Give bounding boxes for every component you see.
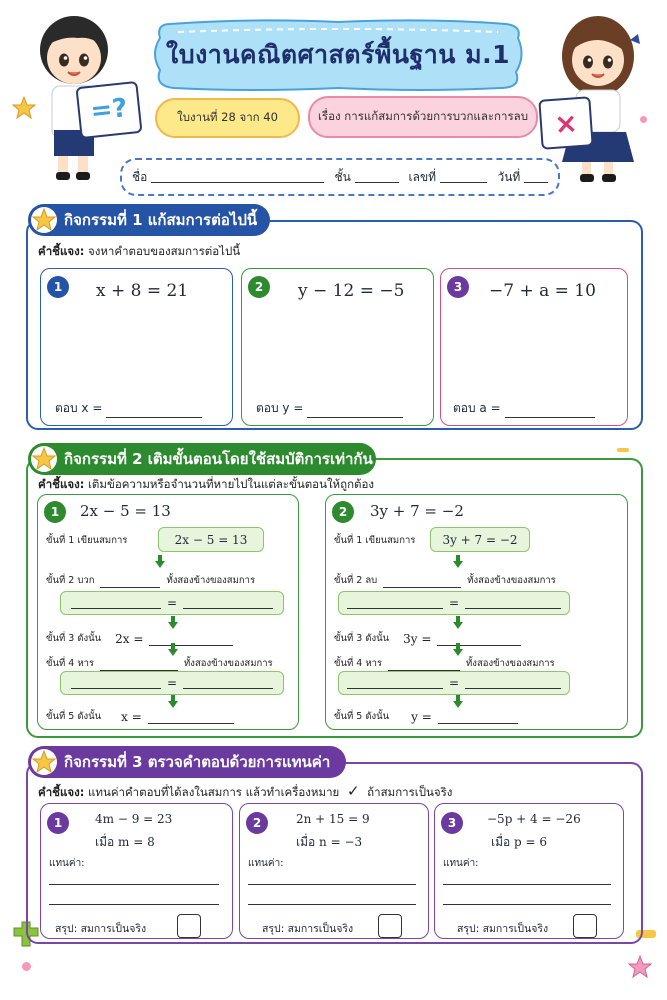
step-3: ขั้นที่ 3 ดังนั้น 3y = <box>334 631 521 646</box>
step-4-equation-box: = <box>60 671 284 695</box>
right-side-field[interactable] <box>465 597 561 609</box>
topic-badge: เรื่อง การแก้สมการด้วยการบวกและการลบ <box>308 96 538 138</box>
step-1-equation-box: 3y + 7 = −2 <box>430 527 530 552</box>
step-5-field[interactable] <box>148 712 234 724</box>
left-side-field[interactable] <box>347 677 443 689</box>
name-field[interactable] <box>151 171 324 183</box>
answer-field[interactable] <box>307 406 403 418</box>
step-2-field[interactable] <box>383 576 461 588</box>
true-checkbox[interactable] <box>177 914 201 938</box>
true-checkbox[interactable] <box>378 914 402 938</box>
conclusion-label: สรุป: สมการเป็นจริง <box>262 923 354 935</box>
step-2-equation-box: = <box>60 591 284 615</box>
instruction-tail: ถ้าสมการเป็นจริง <box>367 785 453 799</box>
arrow-down-icon <box>155 555 165 569</box>
arrow-down-icon <box>168 643 178 657</box>
step-1-equation-box: 2x − 5 = 13 <box>158 527 264 552</box>
step-5: ขั้นที่ 5 ดังนั้น x = <box>46 709 234 724</box>
answer-label: ตอบ a = <box>453 401 501 415</box>
step-1: ขั้นที่ 1 เขียนสมการ <box>334 535 416 546</box>
problem-number: 1 <box>47 812 69 834</box>
arrow-down-icon <box>453 616 463 630</box>
dot-decoration <box>22 962 31 971</box>
problem-number: 2 <box>332 501 354 523</box>
right-side-field[interactable] <box>183 677 273 689</box>
problem-number: 1 <box>44 501 66 523</box>
instruction-text: เติมข้อความหรือจำนวนที่หายไปในแต่ละขั้นตอนให้ถูกต้อง <box>87 477 375 491</box>
equation: 4m − 9 = 23 <box>95 812 173 826</box>
arrow-down-icon <box>453 555 463 569</box>
class-label: ชั้น <box>334 169 351 184</box>
title-banner <box>150 16 526 94</box>
star-decoration-icon <box>628 955 652 979</box>
arrow-down-icon <box>168 695 178 709</box>
step-4: ขั้นที่ 4 หาร ทั้งสองข้างของสมการ <box>334 658 555 669</box>
step-5: ขั้นที่ 5 ดังนั้น y = <box>334 709 518 724</box>
number-label: เลขที่ <box>408 169 437 184</box>
answer-field[interactable] <box>505 406 595 418</box>
student-info-box <box>120 158 560 196</box>
activity3-heading <box>28 746 346 778</box>
true-checkbox[interactable] <box>573 914 597 938</box>
substitution-label: แทนค่า: <box>443 858 479 869</box>
given-value: เมื่อ p = 6 <box>491 835 548 849</box>
instruction-label: คำชี้แจง: <box>38 477 85 491</box>
activity1-instruction <box>38 243 240 261</box>
equation: y − 12 = −5 <box>298 281 405 301</box>
right-side-field[interactable] <box>465 677 561 689</box>
instruction-label: คำชี้แจง: <box>38 785 85 799</box>
problem-number: 1 <box>47 276 69 298</box>
check-mark-icon: ✓ <box>346 782 360 800</box>
instruction-text: จงหาคำตอบของสมการต่อไปนี้ <box>87 244 241 258</box>
activity2-title: กิจกรรมที่ 2 เติมขั้นตอนโดยใช้สมบัติการเท่ากัน <box>64 450 373 468</box>
step-4-field[interactable] <box>100 659 178 671</box>
dash-decoration <box>617 448 629 452</box>
step-2: ขั้นที่ 2 ลบ ทั้งสองข้างของสมการ <box>334 575 556 586</box>
problem-card <box>241 268 434 426</box>
problem-number: 2 <box>246 812 268 834</box>
work-line[interactable] <box>49 904 219 905</box>
arrow-down-icon <box>453 643 463 657</box>
step-1: ขั้นที่ 1 เขียนสมการ <box>46 535 128 546</box>
girl-card <box>538 96 593 150</box>
arrow-down-icon <box>453 695 463 709</box>
activity3-title: กิจกรรมที่ 3 ตรวจคำตอบด้วยการแทนค่า <box>64 753 331 771</box>
star-icon <box>30 748 58 776</box>
equation: x + 8 = 21 <box>96 281 189 301</box>
star-icon <box>30 445 58 473</box>
steps-card <box>37 494 299 730</box>
step-4-equation-box: = <box>338 671 570 695</box>
equation: 2n + 15 = 9 <box>296 812 370 826</box>
activity2-instruction <box>38 476 374 494</box>
problem-number: 3 <box>441 812 463 834</box>
activity1-heading <box>28 204 270 236</box>
activity1-title: กิจกรรมที่ 1 แก้สมการต่อไปนี้ <box>64 211 258 229</box>
number-field[interactable] <box>440 171 487 183</box>
name-label: ชื่อ <box>132 169 148 184</box>
equation: 3y + 7 = −2 <box>370 502 464 520</box>
check-card <box>239 803 429 939</box>
activity3-instruction <box>38 782 452 802</box>
step-3: ขั้นที่ 3 ดังนั้น 2x = <box>46 631 233 646</box>
problem-card <box>40 268 233 426</box>
class-field[interactable] <box>355 171 399 183</box>
problem-number: 2 <box>248 276 270 298</box>
arrow-down-icon <box>168 616 178 630</box>
equation: 2x − 5 = 13 <box>80 502 171 520</box>
step-2-equation-box: = <box>338 591 570 615</box>
page-title: ใบงานคณิตศาสตร์พื้นฐาน ม.1 <box>166 40 510 69</box>
problem-number: 3 <box>447 276 469 298</box>
substitution-label: แทนค่า: <box>248 858 284 869</box>
answer-row <box>453 399 595 418</box>
conclusion-label: สรุป: สมการเป็นจริง <box>55 923 147 935</box>
answer-row <box>55 399 202 418</box>
step-4-field[interactable] <box>388 659 460 671</box>
star-icon <box>30 206 58 234</box>
step-3-field[interactable] <box>149 634 233 646</box>
answer-label: ตอบ x = <box>55 401 103 415</box>
date-field[interactable] <box>524 171 548 183</box>
left-side-field[interactable] <box>71 597 161 609</box>
girl-card-text: × <box>553 105 579 141</box>
work-line[interactable] <box>248 884 416 885</box>
check-card <box>434 803 624 939</box>
step-2: ขั้นที่ 2 บวก ทั้งสองข้างของสมการ <box>46 575 256 586</box>
instruction-label: คำชี้แจง: <box>38 244 85 258</box>
equation: −5p + 4 = −26 <box>487 812 581 826</box>
left-side-field[interactable] <box>71 677 161 689</box>
check-card <box>40 803 233 939</box>
work-line[interactable] <box>443 884 611 885</box>
step-2-field[interactable] <box>100 576 160 588</box>
work-line[interactable] <box>248 904 416 905</box>
work-line[interactable] <box>443 904 611 905</box>
step-4: ขั้นที่ 4 หาร ทั้งสองข้างของสมการ <box>46 658 273 669</box>
date-label: วันที่ <box>497 169 521 184</box>
activity2-heading <box>28 443 376 475</box>
conclusion-label: สรุป: สมการเป็นจริง <box>457 923 549 935</box>
boy-card-text: =? <box>89 93 129 127</box>
given-value: เมื่อ m = 8 <box>95 835 155 849</box>
work-line[interactable] <box>49 884 219 885</box>
answer-row <box>256 399 403 418</box>
given-value: เมื่อ n = −3 <box>296 835 363 849</box>
substitution-label: แทนค่า: <box>49 858 85 869</box>
step-5-field[interactable] <box>438 712 518 724</box>
right-side-field[interactable] <box>183 597 273 609</box>
answer-field[interactable] <box>106 406 202 418</box>
left-side-field[interactable] <box>347 597 443 609</box>
step-3-field[interactable] <box>437 634 521 646</box>
boy-card <box>75 81 142 139</box>
steps-card <box>325 494 628 730</box>
answer-label: ตอบ y = <box>256 401 304 415</box>
instruction-text: แทนค่าคำตอบที่ได้ลงในสมการ แล้วทำเครื่องหมาย <box>87 785 340 799</box>
sheet-number-badge: ใบงานที่ 28 จาก 40 <box>155 98 300 138</box>
equation: −7 + a = 10 <box>489 281 596 301</box>
problem-card <box>440 268 628 426</box>
